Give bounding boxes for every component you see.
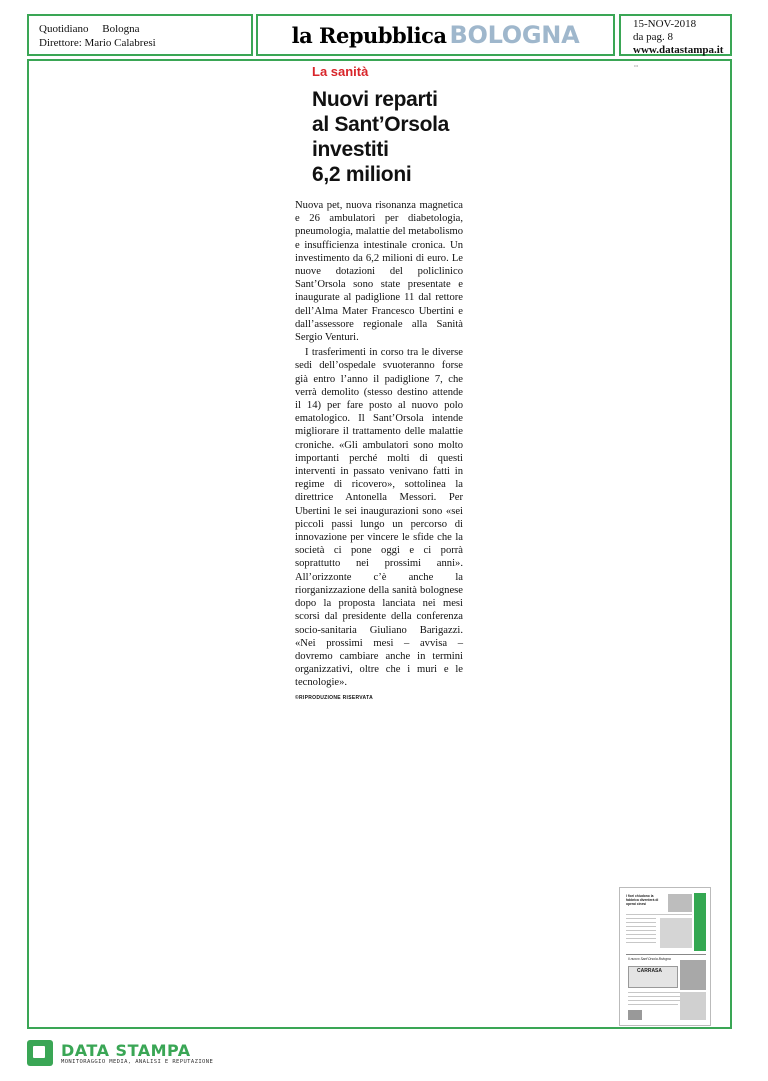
thumbnail-rule bbox=[626, 938, 656, 939]
data-stampa-logo bbox=[27, 1035, 213, 1071]
masthead-box bbox=[256, 14, 615, 56]
thumbnail-photo bbox=[660, 918, 692, 948]
article bbox=[295, 64, 463, 701]
copyright-notice: ©RIPRODUZIONE RISERVATA bbox=[295, 694, 373, 701]
header-date-box bbox=[619, 14, 732, 56]
logo-text bbox=[61, 1042, 213, 1065]
scan-mark: ••• bbox=[634, 63, 639, 68]
brand-tagline: MONITORAGGIO MEDIA, ANALISI E REPUTAZIONE bbox=[61, 1058, 214, 1065]
page-thumbnail[interactable] bbox=[619, 887, 711, 1026]
article-paragraph: Nuova pet, nuova risonanza magnetica e 26 ambulatori per diabetologia, pneumologia, malattie del metabolismo e insufficienza intestinale cronica. Un investimento da 6,2 milioni di euro. Le nuove dotazioni del policlinico Sant’Orsola sono state presentate e inaugurate al padiglione 11 dal rettore dell’Alma Mater Francesco Ubertini e dall’assessore regionale alla Sanità Sergio Venturi. bbox=[295, 200, 463, 344]
page-reference: da pag. 8 bbox=[633, 31, 674, 43]
article-paragraph: I trasferimenti in corso tra le diverse sedi dell’ospedale svuoteranno forse già entro l’anno il padiglione 7, che verrà demolito (stesso destino attende il 14) per fare posto al nuovo polo ematologico. Il Sant’Orsola intende migliorare il trattamento delle malattie croniche. «Gli ambulatori sono molto importanti perché molti di questi interventi in passato venivano fatti in regime di ricovero», sottolinea la direttrice Antonella Messori. Per Ubertini le sei inaugurazioni sono «sei piccoli passi lungo un percorso di innovazione per vincere le sfide che la società ci pone oggi e ci porrà soprattutto nei prossimi anni». All’orizzonte c’è anche la riorganizzazione della sanità bolognese dopo la proposta lanciata nei mesi scorsi dal presidente della conferenza socio-sanitaria Giuliano Barigazzi. «Nei prossimi mesi – avvisa – dovremo cambiare anche in termini organizzativi, oltre che i muri e le tecnologie». bbox=[295, 347, 463, 689]
thumbnail-rule bbox=[626, 930, 656, 931]
article-headline bbox=[312, 87, 463, 187]
thumbnail-green-column bbox=[694, 893, 706, 951]
headline-line: 6,2 milioni bbox=[312, 163, 412, 186]
masthead-edition: BOLOGNA bbox=[449, 21, 580, 49]
website-link[interactable]: www.datastampa.it bbox=[633, 44, 724, 56]
header-meta-box bbox=[27, 14, 253, 56]
headline-line: al Sant’Orsola bbox=[312, 113, 450, 136]
thumbnail-rule bbox=[626, 954, 706, 955]
publication-date: 15-NOV-2018 bbox=[633, 18, 697, 30]
article-kicker: La sanità bbox=[312, 64, 369, 79]
thumbnail-rule bbox=[626, 942, 656, 943]
headline-line: Nuovi reparti bbox=[312, 88, 438, 111]
thumbnail-headline: I fiori chiudono la fabbrica diventerà di operai cinesi bbox=[626, 894, 659, 906]
thumbnail-caption: Il nuovo Sant’Orsola Bologna bbox=[628, 957, 671, 961]
thumbnail-rule bbox=[626, 922, 656, 923]
data-stampa-icon bbox=[27, 1040, 53, 1066]
publication-city: Bologna bbox=[102, 23, 140, 35]
thumbnail-rule bbox=[628, 1004, 678, 1005]
thumbnail-photo bbox=[680, 960, 706, 990]
headline-line: investiti bbox=[312, 138, 389, 161]
thumbnail-banner: CARRASA bbox=[637, 968, 662, 974]
thumbnail-photo bbox=[668, 894, 692, 912]
thumbnail-rule bbox=[626, 914, 692, 915]
thumbnail-rule bbox=[626, 926, 656, 927]
thumbnail-rule bbox=[626, 934, 656, 935]
thumbnail-photo bbox=[680, 992, 706, 1020]
header-type-line bbox=[39, 22, 241, 36]
thumbnail-ad bbox=[628, 966, 678, 988]
director-line: Direttore: Mario Calabresi bbox=[39, 37, 156, 49]
publication-type: Quotidiano bbox=[39, 23, 89, 35]
brand-name: DATA STAMPA bbox=[61, 1040, 191, 1060]
masthead-title: la Repubblica bbox=[291, 22, 447, 48]
thumbnail-photo bbox=[628, 1010, 642, 1020]
thumbnail-rule bbox=[626, 918, 656, 919]
